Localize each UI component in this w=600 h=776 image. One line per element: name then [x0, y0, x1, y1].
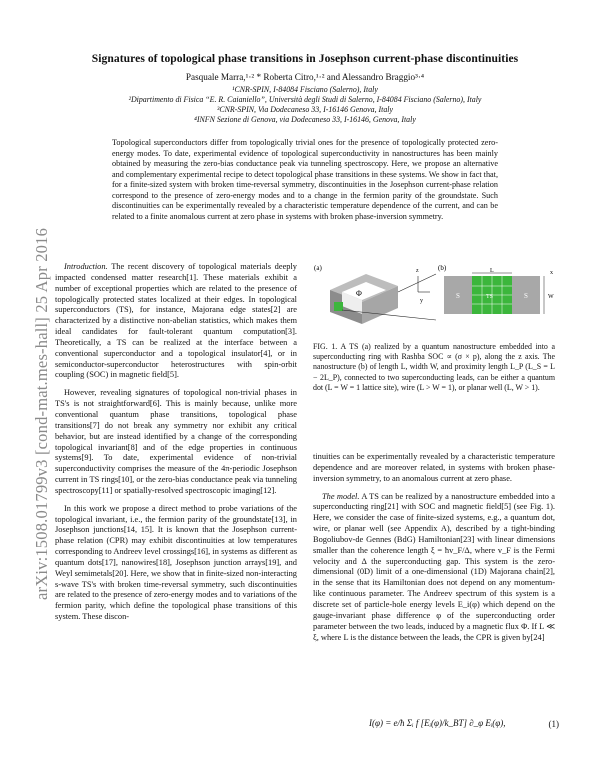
- abstract: Topological superconductors differ from topologically trivial ones for the presence of topologically protected zero-energy modes. To date, experimental evidence of topological superconductivity in nanostructures has been mainly obtained by measuring the zero-bias conductance peak via tunneling spectroscopy. Here, we propose an alternative and complementary experimental recipe to detect topological phase transitions in these systems. We show in fact that, for a finite-sized system with broken time-reversal symmetry, discontinuities in the Josephson current-phase relation correspond to the presence of zero-energy modes and to a change in the fermion parity of the groundstate. Such discontinuities can be experimentally revealed by a characteristic temperature dependence of the current, and can be related to a finite anomalous current at zero phase in systems with broken phase-inversion symmetry.: [112, 138, 498, 221]
- panel-b-label: (b): [438, 264, 447, 272]
- paragraph: [55, 388, 297, 496]
- superconducting-ring: [330, 274, 398, 324]
- arxiv-stamp-text: arXiv:1508.01799v3 [cond-mat.mes-hall] 25 Apr 2016: [32, 227, 51, 600]
- length-label: L: [490, 268, 494, 274]
- paragraph: [313, 452, 555, 485]
- paragraph-text: A TS can be realized by a nanostructure embedded into a superconducting ring[21] with SOC and magnetic field[5] (see Fig. 1). Here, we consider the case of finite-sized systems, e.g., a quantum dot, wire, or planar well (see Appendix A), described by a tight-binding Bogoliubov-de Gennes (BdG) Hamiltonian[23] with linear dimensions smaller than the coherence length ξ = ħv_F/Δ, where v_F is the Fermi velocity and Δ the superconducting gap. This system is the zero-dimensional (0D) limit of a one-dimensional (1D) Majorana chain[2], in the sense that its Hamiltonian does not depend on any momentum-like continuous parameter. The Andreev spectrum of this system is a discrete set of particle-hole energy levels E_i(φ) which depend on the gauge-invariant phase difference φ of the superconducting order parameter between the two leads, induced by a magnetic flux Φ. If L ≪ ξ, where L is the distance between the leads, the CPR is given by[24]: [313, 491, 555, 642]
- equation-number: (1): [548, 719, 559, 729]
- axis-z-label: z: [416, 268, 419, 274]
- paragraph: [313, 492, 555, 644]
- zoom-line: [398, 274, 436, 292]
- affiliation: ¹CNR-SPIN, I-84084 Fisciano (Salerno), Italy: [232, 85, 378, 94]
- flux-label: Φ: [356, 289, 362, 298]
- affiliation: ²Dipartimento di Fisica “E. R. Caianiello”, Università degli Studi di Salerno, I-84084 Fisciano (Salerno), Italy: [128, 95, 482, 104]
- figure-1-graphic: [312, 262, 562, 334]
- left-column: [55, 262, 297, 630]
- lead-s-label: S: [524, 292, 528, 300]
- paragraph-lead: Introduction.: [64, 262, 108, 271]
- figure-caption: FIG. 1. A TS (a) realized by a quantum nanostructure embedded into a superconducting ring with Rashba SOC ∝ (σ × p), along the z axis. The nanostructure (b) of length L, width W, and proximity length L_P (L_S = L − 2L_P), connected to two superconducting leads, can be either a quantum dot (L = W = 1 lattice site), wire (L > W = 1), or planar well (L, W > 1).: [313, 342, 555, 392]
- equation-lhs: I(φ) =: [369, 718, 394, 728]
- paragraph: [55, 262, 297, 381]
- paper-title: Signatures of topological phase transitions in Josephson current-phase discontinuities: [91, 52, 519, 65]
- axis-y-label: y: [420, 298, 423, 304]
- paragraph-text: In this work we propose a direct method to probe variations of the topological invariant, i.e., the fermion parity of the groundstate[13], in Josephson junctions[14, 15]. It is known that the Josephson current-phase relation (CPR) may exhibit discontinuities at low temperatures corresponding to Andreev level crossings[16], in systems as different as quantum dots[17], nanowires[18], Josephson junction arrays[19], and Weyl semimetals[20]. Here, we show that in finite-sized non-interacting s-wave TS's with broken time-reversal symmetry, such discontinuities are related to the presence of zero-energy modes and to variations of the fermion parity, which define the topological phase transitions of this system. These discon-: [55, 503, 297, 622]
- equation-body: [369, 718, 506, 728]
- axis-x-label: x: [550, 270, 553, 276]
- figure-1: [312, 262, 562, 334]
- right-column: [313, 452, 555, 650]
- affiliation: ³CNR-SPIN, Via Dodecaneso 33, I-16146 Genova, Italy: [217, 105, 393, 114]
- panel-a-label: (a): [314, 264, 322, 272]
- paragraph-lead: The model.: [322, 491, 360, 501]
- equation-1: [313, 716, 563, 740]
- affiliation: ⁴INFN Sezione di Genova, via Dodecaneso 33, I-16146, Genova, Italy: [194, 115, 416, 124]
- paragraph-text: tinuities can be experimentally revealed by a characteristic temperature dependence and are moreover related, in systems with broken phase-inversion symmetry, to an anomalous current at zero phase.: [313, 452, 555, 483]
- ts-label: TS: [486, 294, 494, 300]
- width-label: W: [548, 294, 554, 300]
- lead-s-label: S: [456, 292, 460, 300]
- ts-element: [334, 302, 343, 311]
- paper-authors: Pasquale Marra,¹·² * Roberta Citro,¹·² and Alessandro Braggio³·⁴: [185, 72, 425, 82]
- paragraph-text: The recent discovery of topological materials deeply impacted condensed matter research[1]. These materials exhibit a number of exceptional properties which are related to the presence of topologically protected states localized at their edges. In topological superconductors (TS), for instance, Majorana edge states[2] are characterized by a distinctive non-abelian statistics, which makes them ideal candidates for fault-tolerant quantum computation[3]. Theoretically, a TS can be realized at the interface between a conventional superconductor and a topological insulator[4], or in semiconductor-superconductor heterostructures with spin-orbit coupling (SOC) in magnetic field[5].: [55, 262, 297, 380]
- arxiv-stamp: [10, 120, 51, 600]
- equation-rhs: e/ħ Σᵢ f [Eᵢ(φ)/k_BT] ∂_φ Eᵢ(φ),: [393, 718, 506, 728]
- paragraph-text: However, revealing signatures of topological non-trivial phases in TS's is not straightforward[6]. This is mainly because, unlike more conventional quantum phase transitions, topological phase transitions[7] do not break any symmetry nor exhibit any critical behavior, but are instead identified by a change of the corresponding topological invariant[8] and of the edge properties in continuous systems[9]. To date, experimental evidence of non-trivial superconductivity comprises the measure of the 4π-periodic Josephson current in TS rings[10], or the zero-bias conductance peak via tunneling spectroscopy[11] or spatially-resolved spectroscopic imaging[12].: [55, 388, 297, 495]
- paragraph: [55, 504, 297, 623]
